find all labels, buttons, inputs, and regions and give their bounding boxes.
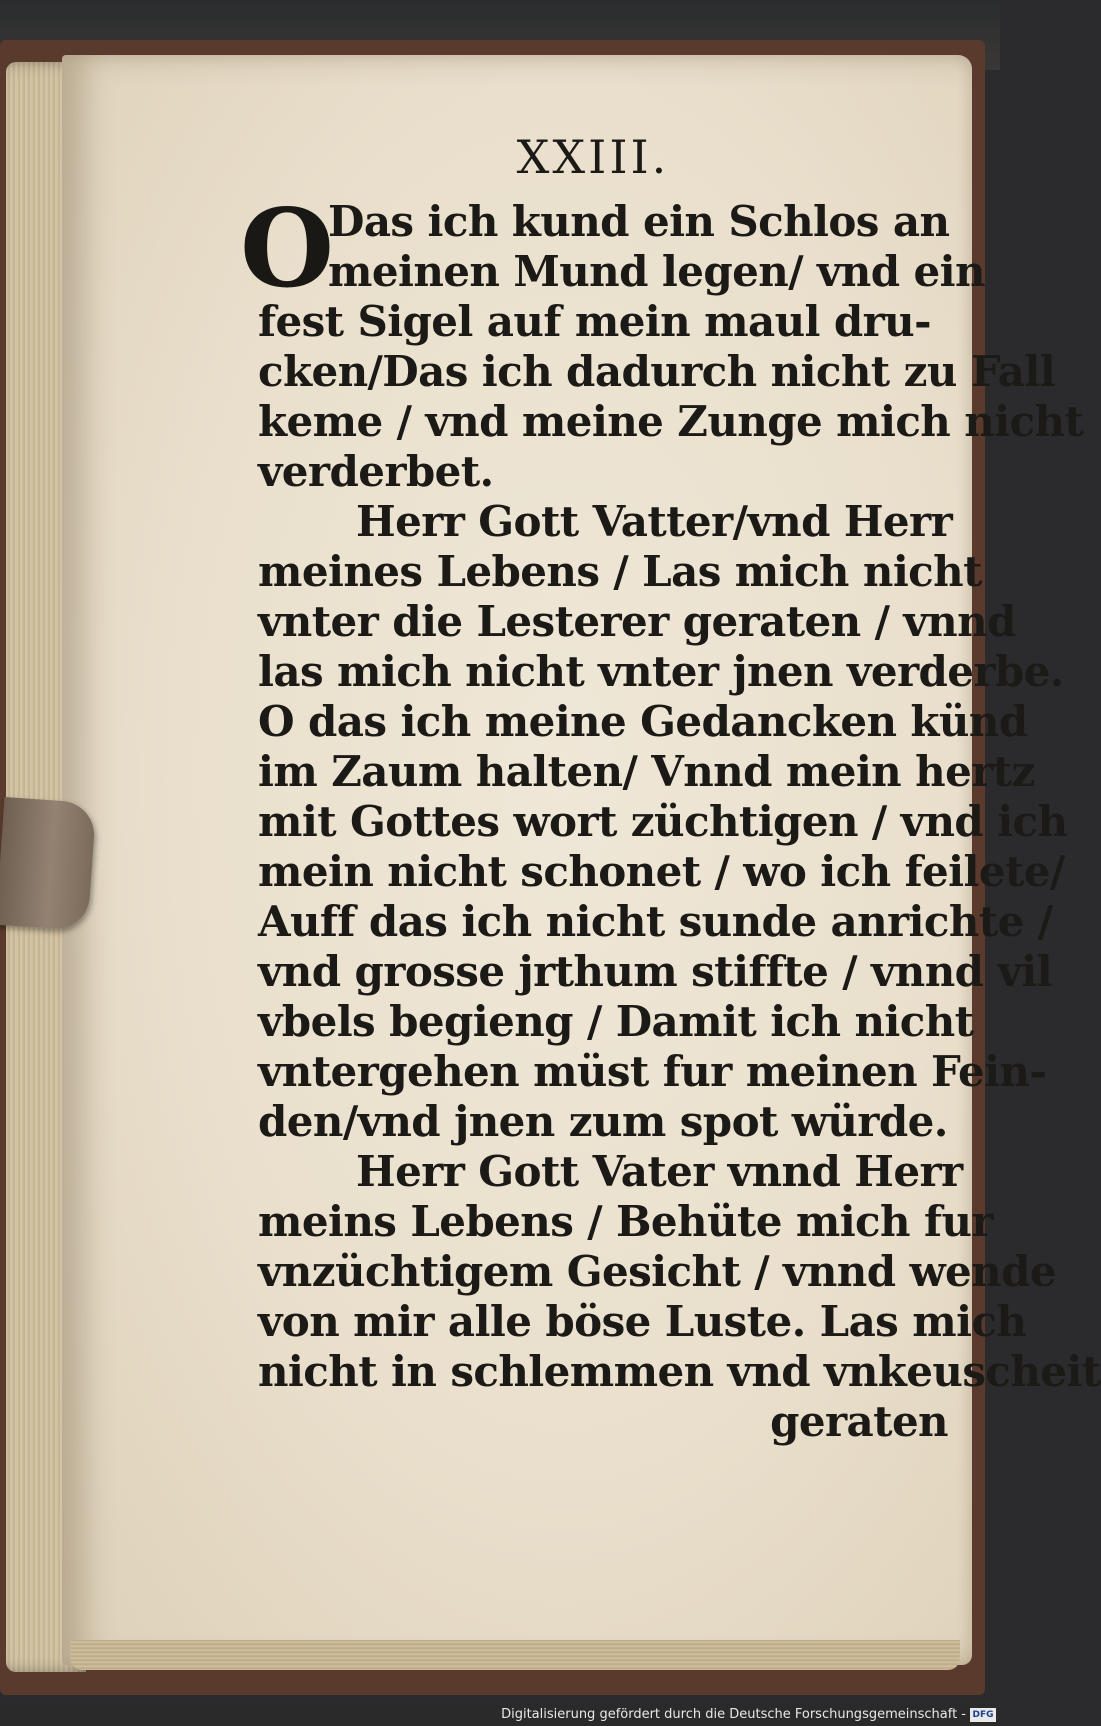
- footer-bar: [0, 1704, 1000, 1726]
- first-paragraph: [240, 186, 985, 312]
- dfg-logo: DFG: [970, 1708, 996, 1722]
- text-line: vnzüchtigem Gesicht / vnnd wende: [258, 1247, 1056, 1296]
- text-line: fest Sigel auf mein maul dru-: [258, 297, 931, 346]
- text-line: vbels begieng / Damit ich nicht: [258, 997, 974, 1046]
- text-line: von mir alle böse Luste. Las mich: [258, 1297, 1027, 1346]
- catchword: geraten: [770, 1397, 948, 1446]
- text-line: keme / vnd meine Zunge mich nicht: [258, 397, 1084, 446]
- bookmark-ribbon: [0, 797, 96, 931]
- text-line: vnter die Lesterer geraten / vnnd: [258, 597, 1016, 646]
- footer-credit: Digitalisierung gefördert durch die Deutsche Forschungsgemeinschaft -: [501, 1707, 966, 1722]
- drop-cap: O: [240, 186, 335, 312]
- text-line: vntergehen müst fur meinen Fein-: [258, 1047, 1047, 1096]
- text-line: meinen Mund legen/ vnd ein: [328, 247, 985, 296]
- text-line: mein nicht schonet / wo ich feilete/: [258, 847, 1065, 896]
- text-line: Herr Gott Vater vnnd Herr: [356, 1147, 963, 1196]
- text-line: O das ich meine Gedancken künd: [258, 697, 1028, 746]
- text-line: den/vnd jnen zum spot würde.: [258, 1097, 948, 1146]
- text-line: Herr Gott Vatter/vnd Herr: [356, 497, 953, 546]
- chapter-heading: XXIII.: [516, 130, 670, 184]
- page-text: [240, 125, 1101, 1447]
- text-line: Das ich kund ein Schlos an: [328, 197, 950, 246]
- text-line: meines Lebens / Las mich nicht: [258, 547, 982, 596]
- text-line: las mich nicht vnter jnen verderbe.: [258, 647, 1064, 696]
- text-line: im Zaum halten/ Vnnd mein hertz: [258, 747, 1035, 796]
- page-bottom-edges: [70, 1640, 960, 1670]
- text-line: mit Gottes wort züchtigen / vnd ich: [258, 797, 1068, 846]
- text-line: vnd grosse jrthum stiffte / vnnd vil: [258, 947, 1052, 996]
- text-line: Auff das ich nicht sunde anrichte /: [258, 897, 1053, 946]
- text-line: cken/Das ich dadurch nicht zu Fall: [258, 347, 1056, 396]
- text-line: verderbet.: [258, 447, 494, 496]
- text-line: nicht in schlemmen vnd vnkeuscheit: [258, 1347, 1101, 1396]
- text-line: meins Lebens / Behüte mich fur: [258, 1197, 993, 1246]
